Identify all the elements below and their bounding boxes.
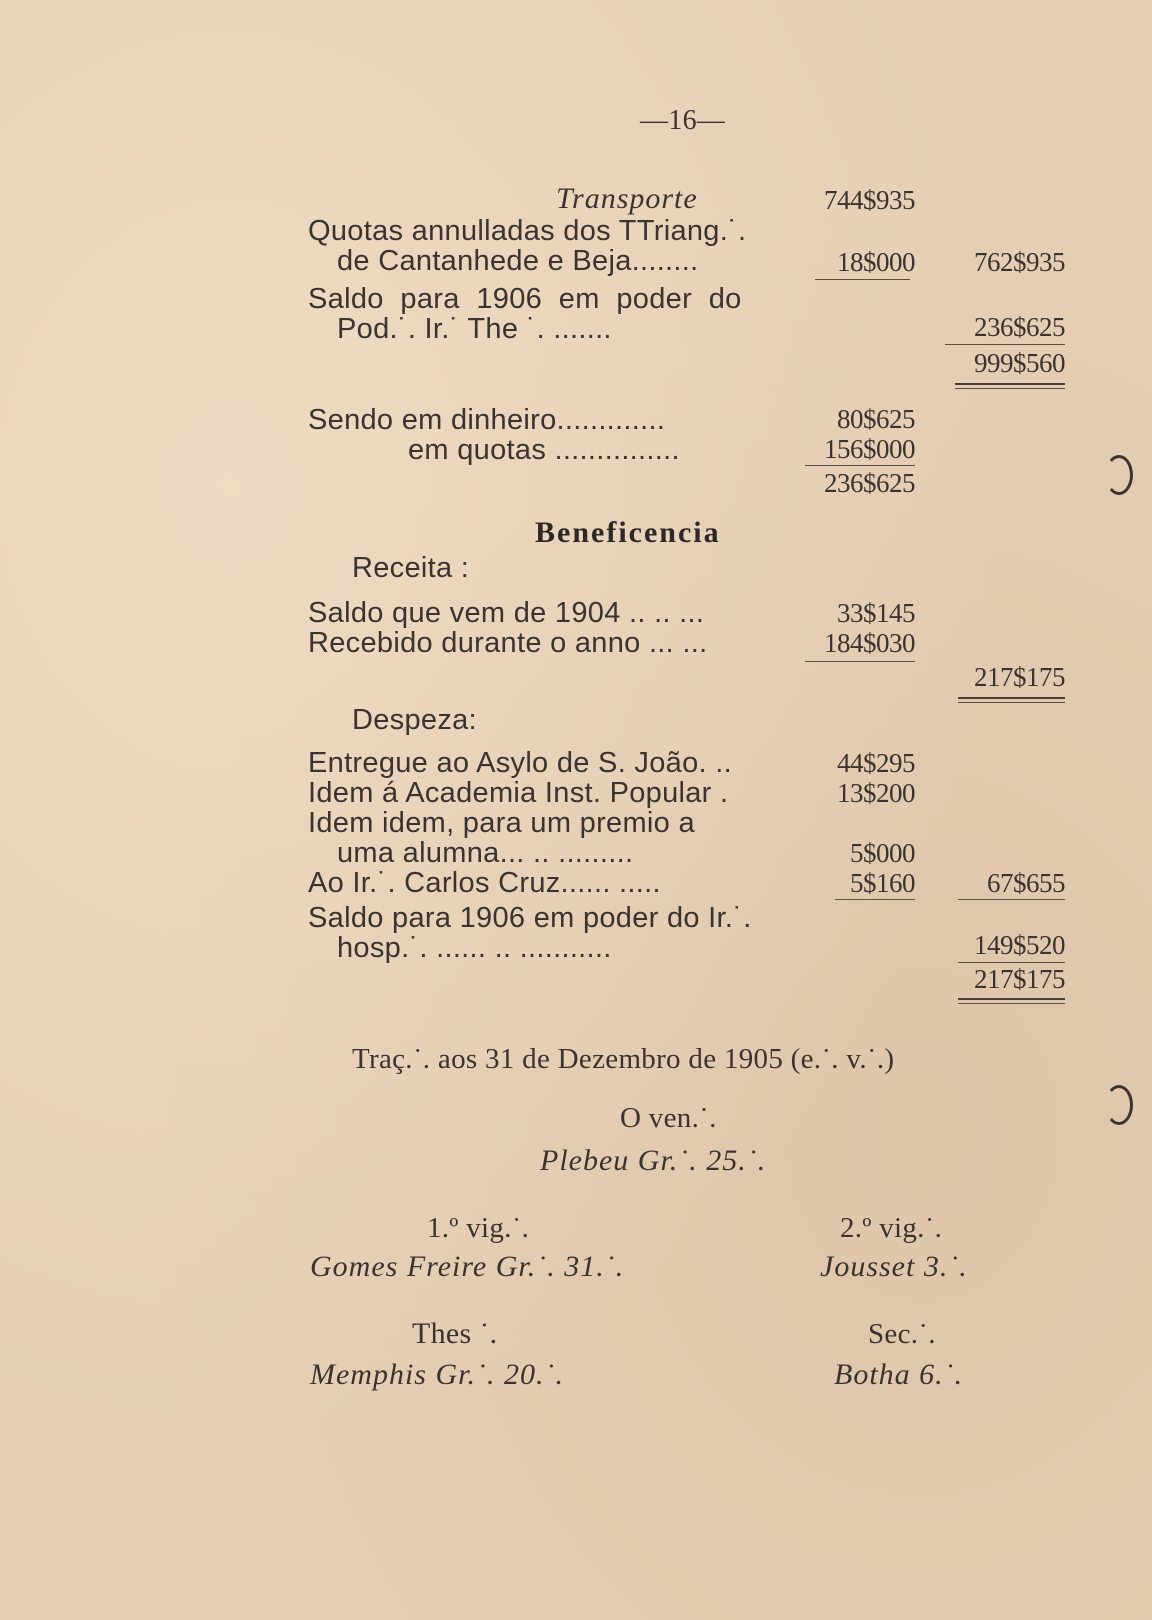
- despeza-item-4-label: uma alumna... .. .........: [337, 837, 634, 869]
- quotas-rule: [815, 279, 910, 280]
- despeza-label: Despeza:: [352, 704, 477, 736]
- benef-saldo-line-2: hosp.˙. ...... .. ...........: [337, 932, 612, 964]
- breakdown-total: 236$625: [824, 468, 915, 498]
- thes-label: Thes ˙.: [412, 1317, 498, 1350]
- final-total-rule-1: [958, 998, 1065, 1000]
- binding-ring-icon: [1105, 1085, 1133, 1125]
- transporte-label: Transporte: [556, 182, 698, 215]
- despeza-total: 67$655: [987, 868, 1065, 898]
- receita-total-rule-1: [958, 697, 1065, 699]
- ven-label: O ven.˙.: [620, 1102, 717, 1134]
- receita-item-2-label: Recebido durante o anno ... ...: [308, 627, 708, 659]
- despeza-item-1-label: Entregue ao Asylo de S. João. ..: [308, 747, 732, 779]
- saldo-value: 236$625: [974, 312, 1065, 342]
- despeza-item-2-value: 13$200: [837, 778, 915, 808]
- date-line: Traç.˙. aos 31 de Dezembro de 1905 (e.˙. v.˙.): [352, 1043, 895, 1075]
- receita-total: 217$175: [974, 662, 1065, 692]
- vig1-name: Gomes Freire Gr.˙. 31.˙.: [310, 1250, 625, 1283]
- transporte-value: 744$935: [824, 185, 915, 215]
- despeza-rule: [835, 899, 915, 900]
- saldo-line-1: Saldo para 1906 em poder do: [308, 283, 742, 315]
- saldo-rule: [945, 344, 1065, 345]
- thes-name: Memphis Gr.˙. 20.˙.: [310, 1358, 564, 1391]
- despeza-total-rule: [958, 899, 1065, 900]
- receita-item-1-value: 33$145: [837, 598, 915, 628]
- despeza-item-4-value: 5$000: [850, 838, 915, 868]
- despeza-item-1-value: 44$295: [837, 748, 915, 778]
- quotas-breakdown-label: em quotas ...............: [408, 434, 680, 466]
- account-total-rule-1: [955, 383, 1065, 385]
- despeza-item-5-label: Ao Ir.˙. Carlos Cruz...... .....: [308, 867, 661, 899]
- despeza-item-5-value: 5$160: [850, 868, 915, 898]
- account-subtotal: 762$935: [974, 247, 1065, 277]
- receita-rule: [805, 661, 915, 662]
- receita-total-rule-2: [958, 702, 1065, 703]
- account-total: 999$560: [974, 348, 1065, 378]
- receita-item-1-label: Saldo que vem de 1904 .. .. ...: [308, 597, 705, 629]
- ven-name: Plebeu Gr.˙. 25.˙.: [540, 1144, 767, 1177]
- vig2-name: Jousset 3.˙.: [820, 1250, 968, 1283]
- vig1-label: 1.º vig.˙.: [427, 1212, 530, 1244]
- quotas-value: 18$000: [837, 247, 915, 277]
- final-total-rule-2: [958, 1003, 1065, 1004]
- sec-label: Sec.˙.: [868, 1318, 936, 1350]
- quotas-breakdown-value: 156$000: [824, 434, 915, 464]
- quotas-line-1: Quotas annulladas dos TTriang.˙.: [308, 215, 747, 247]
- beneficencia-title: Beneficencia: [535, 516, 721, 549]
- benef-saldo-line-1: Saldo para 1906 em poder do Ir.˙.: [308, 902, 752, 934]
- dinheiro-value: 80$625: [837, 404, 915, 434]
- sec-name: Botha 6.˙.: [834, 1358, 964, 1391]
- receita-item-2-value: 184$030: [824, 628, 915, 658]
- quotas-line-2: de Cantanhede e Beja........: [337, 245, 699, 277]
- page-number: —16—: [640, 105, 726, 136]
- vig2-label: 2.º vig.˙.: [840, 1212, 943, 1244]
- dinheiro-label: Sendo em dinheiro.............: [308, 404, 666, 436]
- despeza-item-3-label: Idem idem, para um premio a: [308, 807, 695, 839]
- breakdown-rule: [805, 465, 915, 466]
- saldo-line-2: Pod.˙. Ir.˙ The ˙. .......: [337, 313, 612, 345]
- benef-saldo-value: 149$520: [974, 930, 1065, 960]
- despeza-item-2-label: Idem á Academia Inst. Popular .: [308, 777, 729, 809]
- benef-final-total: 217$175: [974, 964, 1065, 994]
- binding-ring-icon: [1105, 455, 1133, 495]
- account-total-rule-2: [955, 388, 1065, 389]
- receita-label: Receita :: [352, 552, 470, 584]
